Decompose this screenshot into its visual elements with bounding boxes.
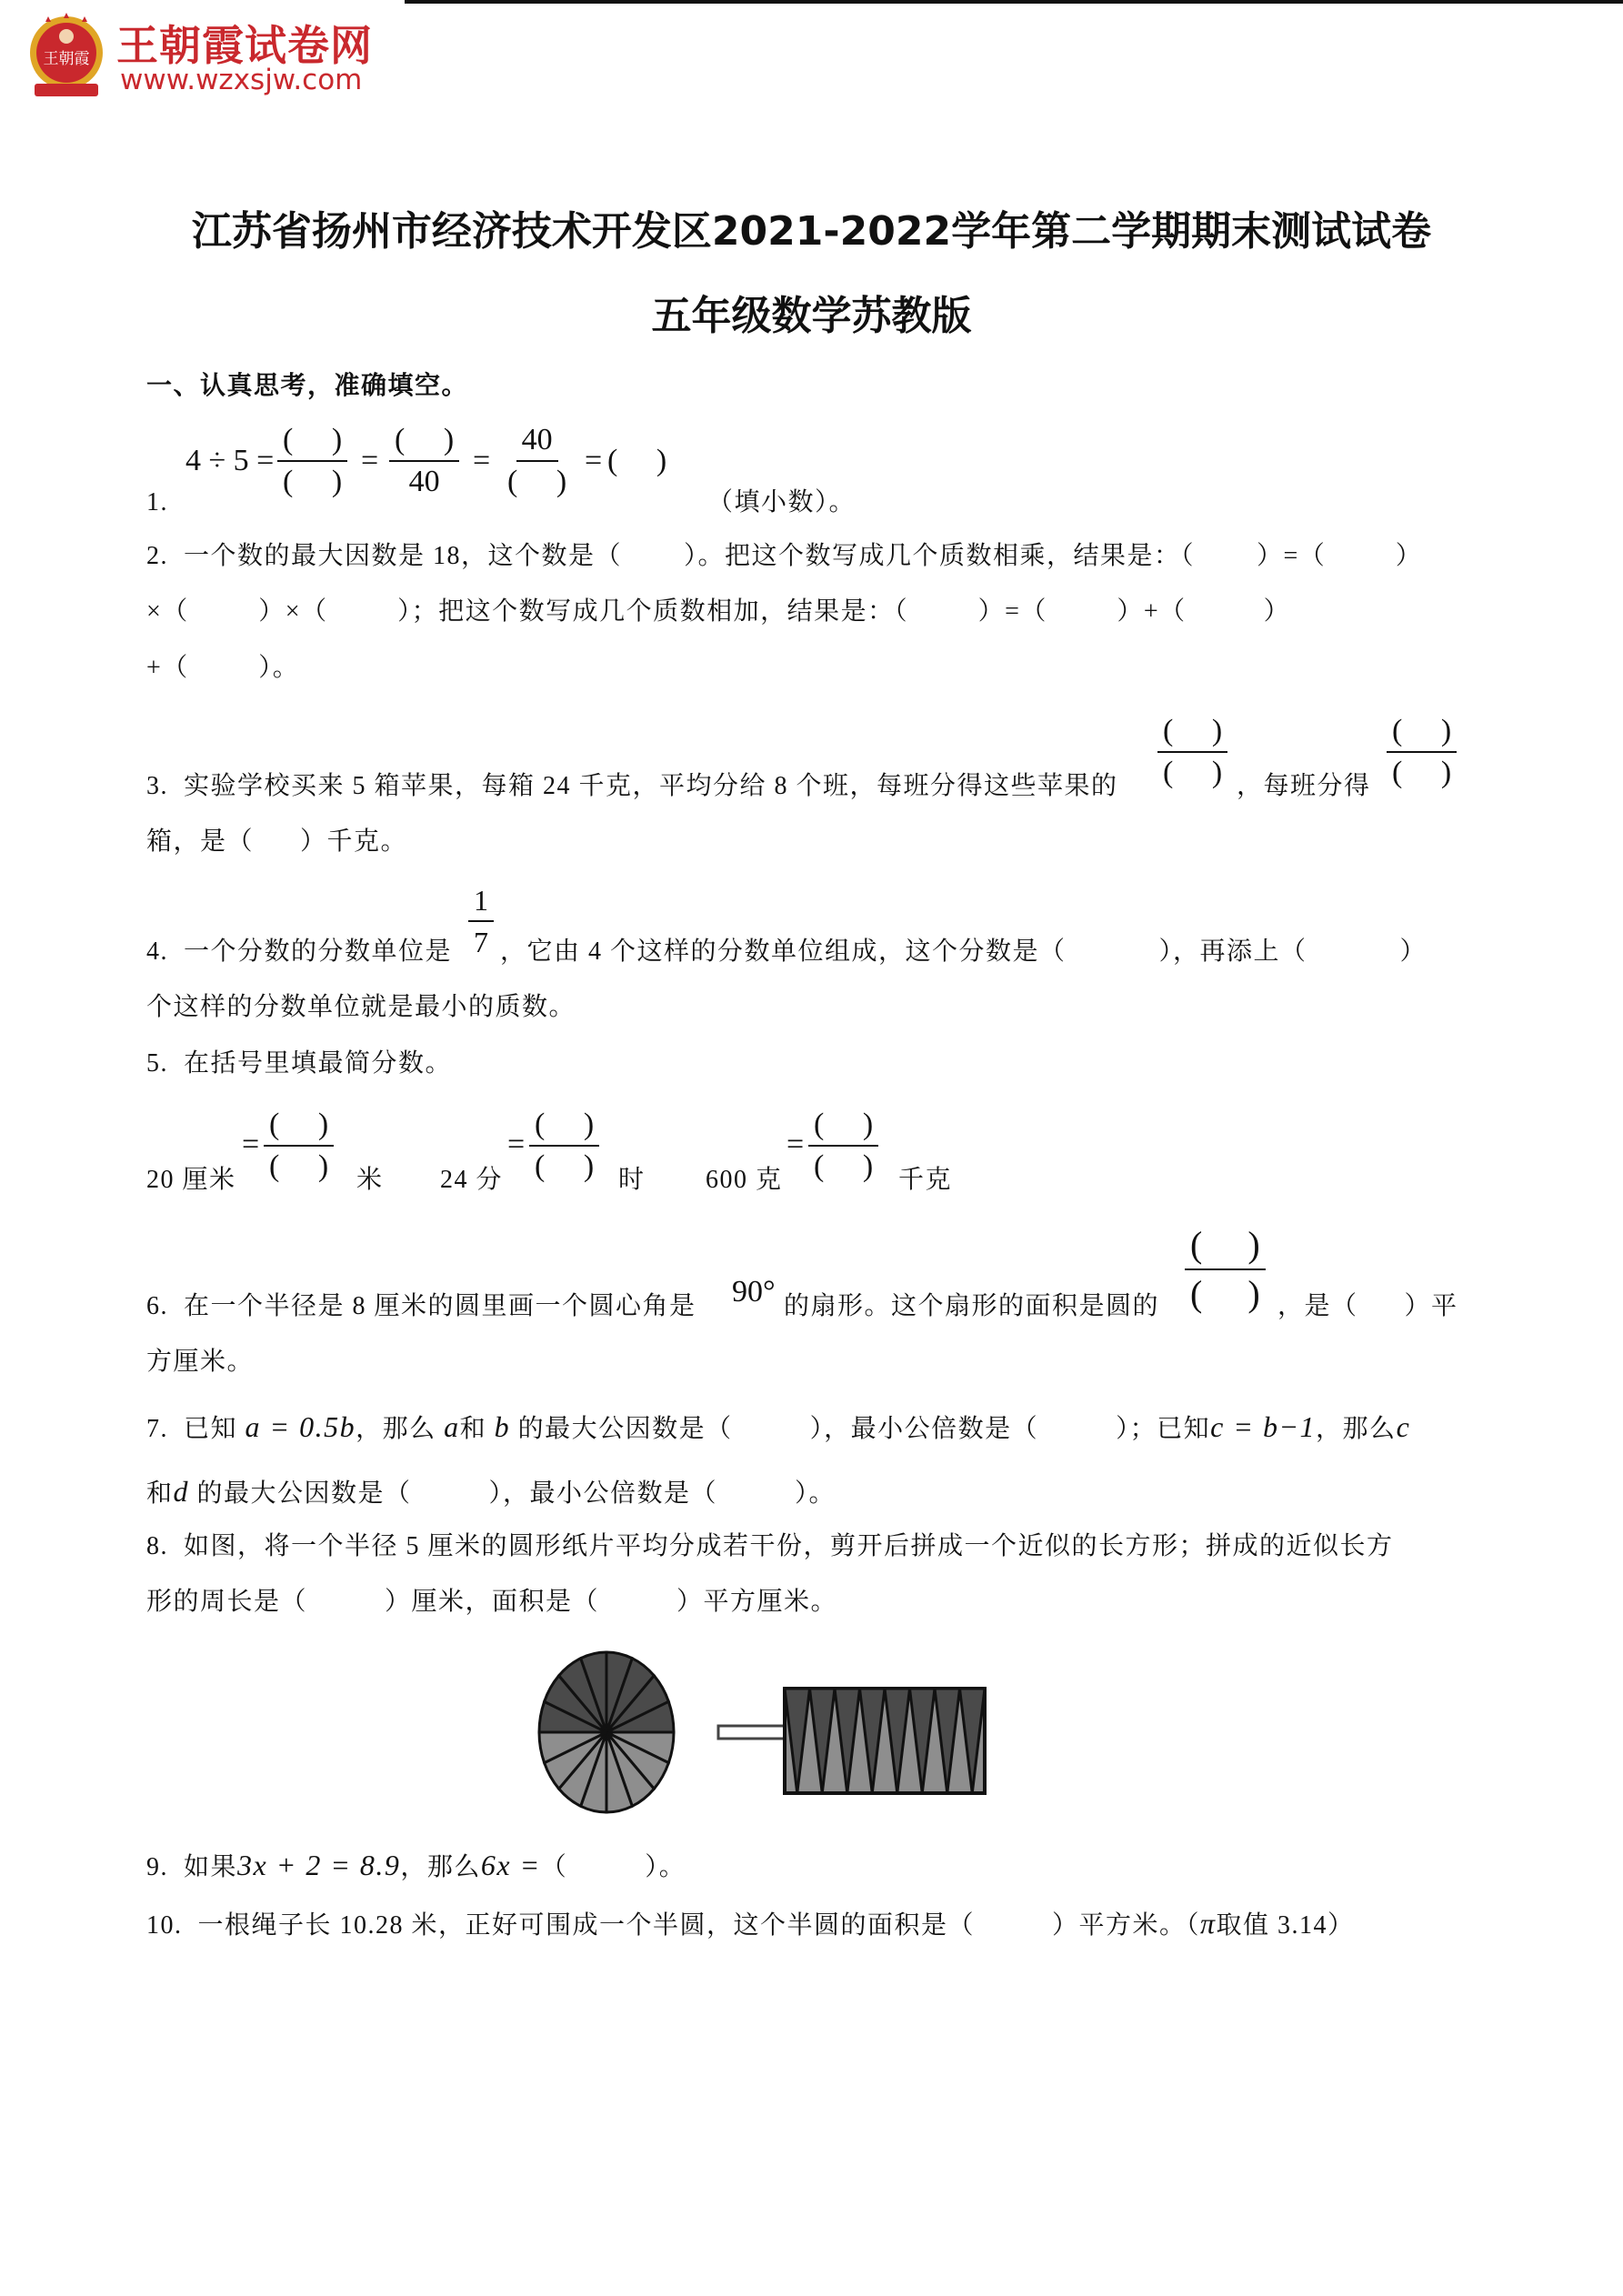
q6-pre: 6. 在一个半径是 8 厘米的圆里画一个圆心角是 [146,1292,696,1320]
q5-quantity: 24 分 [440,1166,504,1194]
q6-angle: 90° [732,1275,776,1308]
math-equation: 6x = [480,1849,541,1881]
q5-unit: 千克 [898,1166,953,1194]
q4-line-2: 个这样的分数单位就是最小的质数。 [146,993,576,1021]
math-variable: a [444,1410,460,1443]
math-variable: d [173,1475,190,1508]
q2-line-2: ×（ ）×（ ）；把这个数写成几个质数相加，结果是：（ ）=（ ）+（ ） [146,597,1291,626]
q6-post: ，是（ ）平 [1277,1292,1458,1320]
math-equation: 3x + 2 = 8.9 [237,1849,401,1881]
q8-line-2: 形的周长是（ ）厘米，面积是（ ）平方厘米。 [146,1588,838,1616]
logo-badge-icon [25,9,107,105]
q4-post: ，它由 4 个这样的分数单位组成，这个分数是（ ），再添上（ ） [500,937,1428,966]
q5-unit: 米 [356,1166,384,1194]
q1-hint: （填小数）。 [707,488,857,516]
page-subtitle: 五年级数学苏教版 [651,293,972,339]
q7-line-1: 7. 已知 a = 0.5b，那么 a和 b 的最大公因数是（ ），最小公倍数是（ ）；已知c = b−1，那么c [146,1410,1411,1443]
q6-fraction: ( ) ( ) [1185,1221,1266,1318]
q1-fraction-3: 40 ( ) [502,420,572,502]
q9-line: 9. 如果3x + 2 = 8.9，那么6x =（ ）。 [146,1849,686,1881]
q5-line-1: 5. 在括号里填最简分数。 [146,1049,453,1078]
svg-text:王朝霞: 王朝霞 [43,50,90,68]
equals-sign: = [361,444,379,477]
q3-line-2: 箱，是（ ）千克。 [146,827,408,856]
divided-circle-icon [539,1652,674,1812]
section-heading: 一、认真思考，准确填空。 [146,370,469,400]
q1-answer-blank: ( ) [607,444,667,477]
q7-line-2: 和d 的最大公因数是（ ），最小公倍数是（ ）。 [146,1475,837,1508]
q5-unit: 时 [618,1166,646,1194]
equals-sign: = [786,1128,805,1161]
q1-number: 1. [146,488,168,516]
approx-rectangle-icon [785,1689,985,1793]
q5-quantity: 600 克 [706,1166,783,1194]
circle-to-rectangle-figure [527,1637,1091,1828]
equals-sign: = [242,1128,260,1161]
equals-sign: = [473,444,491,477]
logo-url: www.wzxsjw.com [120,64,363,96]
q10-line: 10. 一根绳子长 10.28 米，正好可围成一个半圆，这个半圆的面积是（ ）平方米。（π取值 3.14） [146,1907,1355,1940]
q3-fraction-2: ( ) ( ) [1387,711,1457,793]
q2-line-3: +（ ）。 [146,654,300,682]
q2-line-1: 2. 一个数的最大因数是 18，这个数是（ ）。把这个数写成几个质数相乘，结果是：（ ）=（ ） [146,542,1423,570]
q4-pre: 4. 一个分数的分数单位是 [146,937,453,966]
q5-fraction: ( ) ( ) [264,1105,334,1187]
equals-sign: = [507,1128,526,1161]
math-variable: c [1396,1410,1411,1443]
q5-fraction: ( ) ( ) [808,1105,878,1187]
q5-fraction: ( ) ( ) [529,1105,599,1187]
q5-quantity: 20 厘米 [146,1166,236,1194]
math-variable: b [494,1410,511,1443]
q4-fraction: $\frac{1}{7}$ [468,880,494,962]
q1-lhs: 4 ÷ 5 = [185,444,275,477]
top-border [405,0,1623,4]
equals-sign: = [585,444,603,477]
q3-line-1: 3. 实验学校买来 5 箱苹果，每箱 24 千克，平均分给 8 个班，每班分得这些苹果的 [146,772,1118,800]
q8-line-1: 8. 如图，将一个半径 5 厘米的圆形纸片平均分成若干份，剪开后拼成一个近似的长方形；拼成的近似长方 [146,1532,1394,1560]
math-equation: a = 0.5b [245,1410,356,1443]
q1-fraction-2: ( ) 40 [389,420,459,502]
logo-title: 王朝霞试卷网 [116,21,373,70]
math-equation: c = b−1 [1210,1410,1317,1443]
pi-symbol: π [1200,1907,1217,1940]
site-logo [25,9,407,105]
q3-mid: ，每班分得 [1237,772,1371,800]
page-title: 江苏省扬州市经济技术开发区2021-2022学年第二学期期末测试试卷 [191,208,1432,255]
q1-fraction-1: ( ) ( ) [277,420,347,502]
q6-line-2: 方厘米。 [146,1348,255,1376]
q3-fraction-1: ( ) ( ) [1157,711,1227,793]
q6-mid: 的扇形。这个扇形的面积是圆的 [784,1292,1160,1320]
